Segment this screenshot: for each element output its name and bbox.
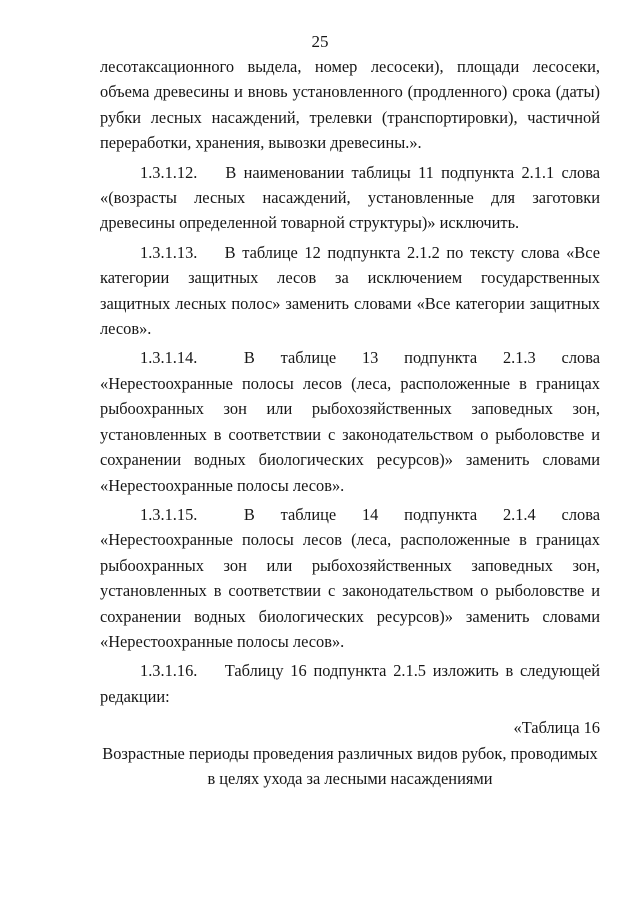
paragraph-1-3-1-15 <box>100 502 600 654</box>
clause-number: 1.3.1.14. <box>140 348 198 368</box>
clause-number: 1.3.1.15. <box>140 504 198 524</box>
document-body <box>100 54 600 791</box>
paragraph-1-3-1-14 <box>100 345 600 497</box>
page-number: 25 <box>311 32 329 51</box>
clause-number: 1.3.1.16. <box>140 661 198 681</box>
clause-text: В наименовании таблицы 11 подпункта 2.1.1 слова «(возрасты лесных насаждений, установленные для заготовки древесины определенной товарной структуры)» исключить. <box>100 162 600 233</box>
clause-text: В таблице 12 подпункта 2.1.2 по тексту слова «Все категории защитных лесов за исключением государственных защитных лесных полос» заменить словами «Все категории защитных лесов». <box>100 242 600 339</box>
paragraph-1-3-1-12 <box>100 160 600 236</box>
clause-text: В таблице 13 подпункта 2.1.3 слова «Нерестоохранные полосы лесов (леса, расположенные в границах рыбоохранных зон или рыбохозяйственных заповедных зон, установленных в соответствии с законодательством о рыболовстве и сохранении водных биологических ресурсов)» заменить словами «Нерестоохранные полосы лесов». <box>100 348 600 495</box>
clause-number: 1.3.1.12. <box>140 162 198 182</box>
table-title: Возрастные периоды проведения различных видов рубок, проводимых в целях ухода за лесными насаждениями <box>102 743 598 788</box>
table-reference: «Таблица 16 <box>513 718 600 738</box>
clause-text: Таблицу 16 подпункта 2.1.5 изложить в следующей редакции: <box>100 661 600 706</box>
paragraph-1-3-1-16 <box>100 658 600 709</box>
paragraph-continuation: лесотаксационного выдела, номер лесосеки), площади лесосеки, объема древесины и вновь установленного (продленного) срока (даты) рубки лесных насаждений, трелевки (транспортировки), частичной переработки, хранения, вывозки древесины.». <box>100 57 600 153</box>
clause-text: В таблице 14 подпункта 2.1.4 слова «Нерестоохранные полосы лесов (леса, расположенные в границах рыбоохранных зон или рыбохозяйственных заповедных зон, установленных в соответствии с законодательством о рыболовстве и сохранении водных биологических ресурсов)» заменить словами «Нерестоохранные полосы лесов». <box>100 504 600 651</box>
paragraph-1-3-1-13 <box>100 240 600 342</box>
clause-number: 1.3.1.13. <box>140 242 198 262</box>
